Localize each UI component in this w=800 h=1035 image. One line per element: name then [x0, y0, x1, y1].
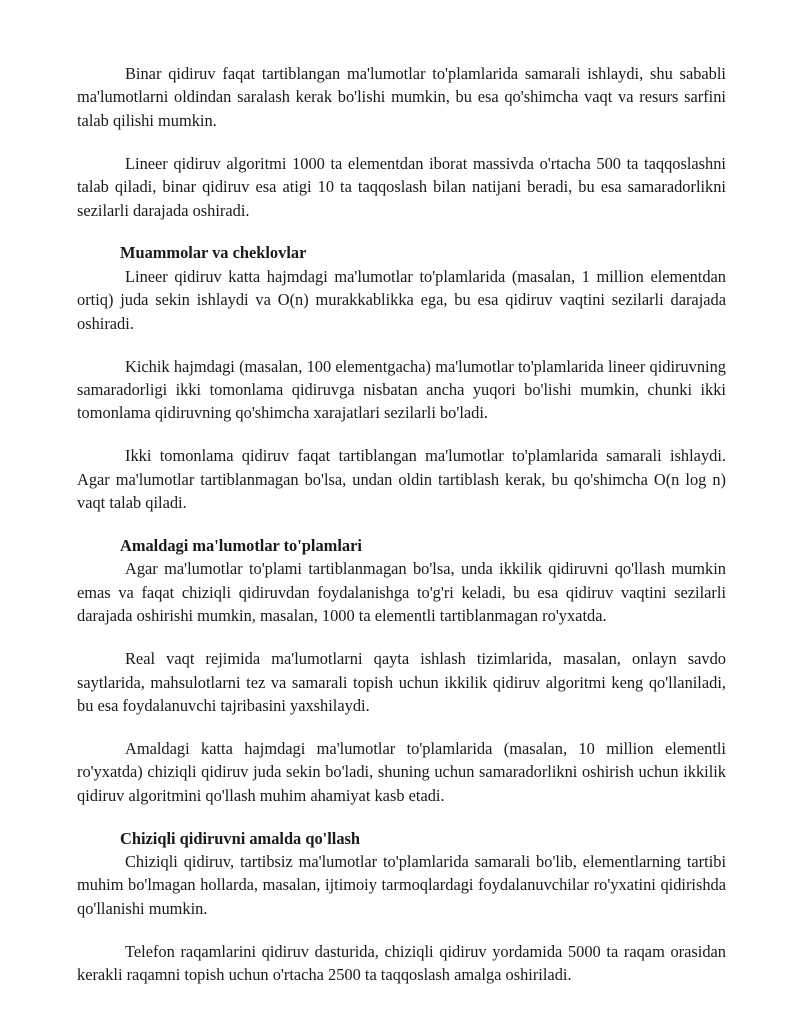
paragraph-linear-vs-binary-comparisons: Lineer qidiruv algoritmi 1000 ta elementdan iborat massivda o'rtacha 500 ta taqqoslashni talab qiladi, binar qidiruv esa atigi 10 ta taqqoslash bilan natijani beradi, bu esa samaradorlikni sezilarli darajada oshiradi.: [77, 153, 726, 220]
heading-linear-search-in-practice: Chiziqli qidiruvni amalda qo'llash: [120, 828, 361, 848]
paragraph-unsorted-dataset: Agar ma'lumotlar to'plami tartiblanmagan bo'lsa, unda ikkilik qidiruvni qo'llash mumkin emas va faqat chiziqli qidiruvdan foydalanishga to'g'ri keladi, bu esa qidiruv vaqtini sezilarli darajada oshirishi mumkin, masalan, 1000 ta elementli tartiblanmagan ro'yxatda.: [77, 559, 726, 626]
paragraph-realtime-systems: Real vaqt rejimida ma'lumotlarni qayta ishlash tizimlarida, masalan, onlayn savdo saytlarida, mahsulotlarni tez va samarali topish uchun ikkilik qidiruv algoritmi keng qo'llaniladi, bu esa foydalanuvchi tajribasini yaxshilaydi.: [77, 649, 726, 715]
paragraph-linear-large-datasets: Lineer qidiruv katta hajmdagi ma'lumotlar to'plamlarida (masalan, 1 million elementdan ortiq) juda sekin ishlaydi va O(n) murakkablikka ega, bu esa qidiruv vaqtini sezilarli darajada oshiradi.: [77, 266, 726, 333]
paragraph-phone-number-search: Telefon raqamlarini qidiruv dasturida, chiziqli qidiruv yordamida 5000 ta raqam orasidan kerakli raqamni topish uchun o'rtacha 2500 ta taqqoslash amalga oshiriladi.: [77, 941, 726, 985]
heading-problems-and-limitations: Muammolar va cheklovlar: [120, 243, 307, 263]
heading-practical-datasets: Amaldagi ma'lumotlar to'plamlari: [120, 536, 362, 555]
document-page: [77, 62, 726, 1006]
paragraph-linear-unordered: Chiziqli qidiruv, tartibsiz ma'lumotlar to'plamlarida samarali bo'lib, elementlarning tartibi muhim bo'lmagan hollarda, masalan, ijtimoiy tarmoqlardagi foydalanuvchilar ro'yxatini qidirishda qo'llanishi mumkin.: [77, 851, 726, 918]
paragraph-large-practical-datasets: Amaldagi katta hajmdagi ma'lumotlar to'plamlarida (masalan, 10 million elementli ro'yxatda) chiziqli qidiruv juda sekin bo'ladi, shuning uchun samaradorlikni oshirish uchun ikkilik qidiruv algoritmini qo'llash muhim ahamiyat kasb etadi.: [77, 738, 726, 805]
paragraph-binary-requires-sorting: Ikki tomonlama qidiruv faqat tartiblangan ma'lumotlar to'plamlarida samarali ishlaydi. Agar ma'lumotlar tartiblanmagan bo'lsa, undan oldin tartiblash kerak, bu qo'shimcha O(n log n) vaqt talab qiladi.: [77, 446, 726, 513]
paragraph-small-datasets: Kichik hajmdagi (masalan, 100 elementgacha) ma'lumotlar to'plamlarida lineer qidiruvning samaradorligi ikki tomonlama qidiruvga nisbatan ancha yuqori bo'lishi mumkin, chunki ikki tomonlama qidiruvning qo'shimcha xarajatlari sezilarli bo'ladi.: [77, 356, 726, 423]
paragraph-binary-search-sorted: Binar qidiruv faqat tartiblangan ma'lumotlar to'plamlarida samarali ishlaydi, shu sababli ma'lumotlarni oldindan saralash kerak bo'lishi mumkin, bu esa qo'shimcha vaqt va resurs sarfini talab qilishi mumkin.: [77, 64, 726, 130]
